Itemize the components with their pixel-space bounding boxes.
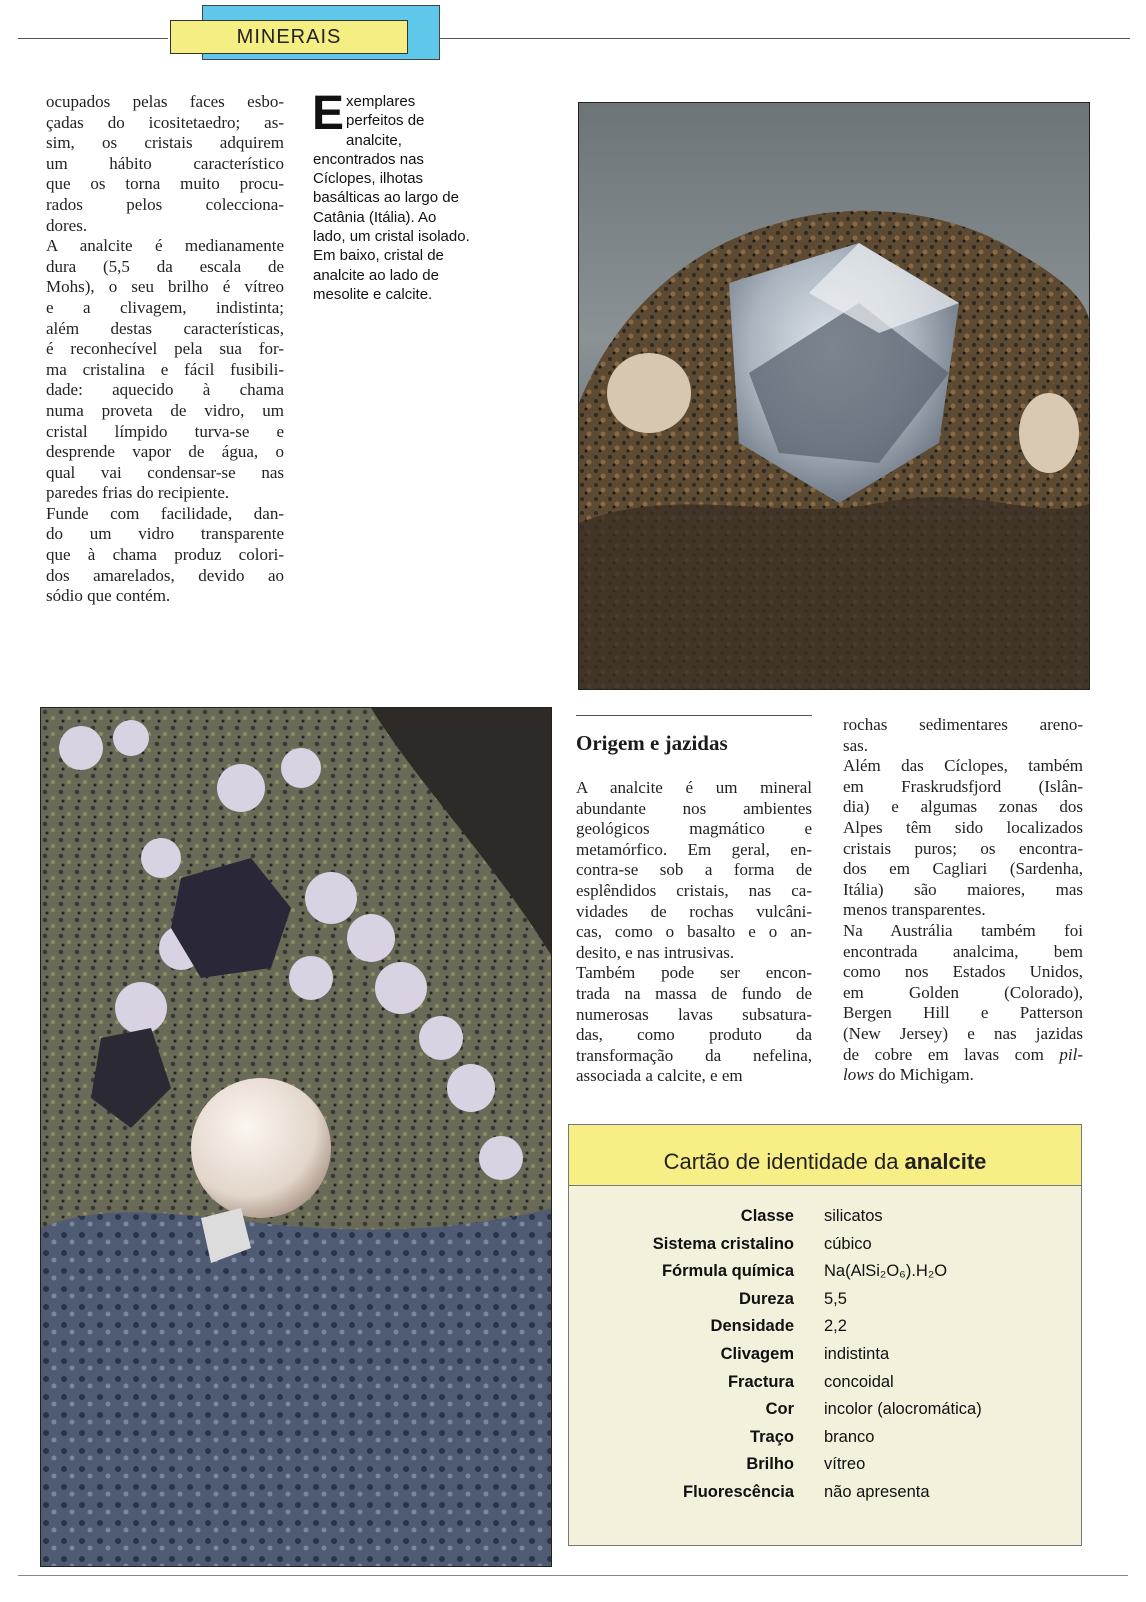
card-row-label: Cor [765, 1400, 794, 1419]
card-row-value: incolor (alocromática) [824, 1400, 982, 1419]
text-line: dade: aquecido à chama [46, 380, 284, 400]
card-row-label: Clivagem [720, 1345, 794, 1363]
italic-word-part: pil- [1043, 1044, 1084, 1064]
body-text-column-2 [576, 778, 812, 1087]
card-title-prefix: Cartão de identidade da [663, 1149, 899, 1174]
text-line: dia) e algumas zonas dos [843, 797, 1083, 817]
text-line: Alpes têm sido localizados [843, 817, 1083, 837]
card-row [568, 1483, 1082, 1509]
text-line: vidades de rochas vulcâni- [576, 901, 812, 921]
text-line: um hábito característico [46, 153, 284, 173]
card-row-value: vítreo [824, 1455, 866, 1474]
text-line: em Golden (Colorado), [843, 982, 1083, 1002]
card-row-label: Brilho [746, 1455, 794, 1474]
page-bottom-rule [18, 1575, 1128, 1576]
caption-dropcap: E [312, 87, 345, 140]
text-line: das, como produto da [576, 1025, 812, 1045]
card-row [568, 1345, 1082, 1371]
identity-card-title [568, 1124, 1082, 1186]
text-line: contra-se sob a forma de [576, 860, 812, 880]
card-row [568, 1373, 1082, 1399]
text-line: é reconhecível pela sua for- [46, 339, 284, 359]
text-line: desprende vapor de água, o [46, 442, 284, 462]
text-line: ma cristalina e fácil fusibili- [46, 359, 284, 379]
card-row [568, 1317, 1082, 1343]
text-line: além destas características, [46, 318, 284, 338]
text-line: sódio que contém. [46, 586, 171, 606]
card-title-mineral: analcite [904, 1149, 987, 1174]
text-line: cas, como o basalto e o an- [576, 922, 812, 942]
text-line: trada na massa de fundo de [576, 983, 812, 1003]
card-row-label: Fluorescência [683, 1483, 794, 1501]
text-line: do um vidro transparente [46, 524, 284, 544]
photo-analcite-mesolite-calcite [40, 707, 552, 1567]
text-span: do Michigam. [874, 1065, 974, 1085]
card-row-value: 5,5 [824, 1289, 847, 1308]
text-line: e a clivagem, indistinta; [46, 297, 284, 317]
section-heading: Origem e jazidas [576, 731, 728, 755]
card-row-value: indistinta [824, 1345, 890, 1363]
card-row-value: 2,2 [824, 1317, 847, 1336]
card-row-value: Na(AlSi₂O₆).H₂O [824, 1262, 948, 1281]
section-title: MINERAIS [236, 25, 342, 48]
crystal-photo-illustration [579, 103, 1090, 690]
text-line: como nos Estados Unidos, [843, 962, 1083, 982]
section-rule [576, 715, 812, 716]
header-rule-right [440, 38, 1130, 39]
text-line: de cobre em lavas com pil- [843, 1044, 1084, 1064]
text-line: (New Jersey) e nas jazidas [843, 1023, 1083, 1043]
text-line: desito, e nas intrusivas. [576, 942, 735, 962]
card-row [568, 1428, 1082, 1454]
text-line: metamórfico. Em geral, en- [576, 839, 812, 859]
card-row-value: silicatos [824, 1207, 883, 1225]
group-photo-illustration [41, 708, 552, 1567]
card-row-label: Fractura [727, 1372, 794, 1391]
text-line: dos em Cagliari (Sardenha, [843, 859, 1083, 879]
card-row-value: não apresenta [824, 1483, 930, 1501]
text-line: rochas sedimentares areno- [843, 715, 1083, 734]
card-row [568, 1400, 1082, 1426]
text-line: Também pode ser encon- [576, 963, 812, 983]
card-row-label: Classe [740, 1207, 794, 1225]
text-line: transformação da nefelina, [576, 1045, 812, 1065]
photo-caption [312, 87, 471, 304]
text-line [843, 1065, 1083, 1086]
text-line: numerosas lavas subsatura- [576, 1004, 812, 1024]
text-line: sim, os cristais adquirem [46, 133, 284, 153]
text-line: que os torna muito procu- [46, 174, 284, 194]
text-line: qual vai condensar-se nas [46, 462, 284, 482]
card-row-label: Densidade [710, 1317, 794, 1336]
card-row [568, 1235, 1082, 1261]
text-line: Funde com facilidade, dan- [46, 503, 284, 523]
text-line: geológicos magmático e [576, 819, 812, 839]
text-line: Bergen Hill e Patterson [843, 1003, 1083, 1023]
text-line: rados pelos colecciona- [46, 194, 284, 214]
text-line: paredes frias do recipiente. [46, 483, 230, 503]
caption-text: xemplares perfeitos de analcite, encontrados nas Cíclopes, ilhotas basálticas ao largo de Catânia (Itália). Ao lado, um cristal isolado. Em baixo, cristal de analcite ao lado de mesolite e calcite. [313, 93, 470, 303]
header-rule-left [18, 38, 168, 39]
body-text-column-3 [843, 715, 1083, 1086]
text-line: Itália) são maiores, mas [843, 879, 1083, 899]
text-line: cristal límpido turva-se e [46, 421, 284, 441]
text-line: ocupados pelas faces esbo- [46, 92, 284, 111]
text-line: A analcite é medianamente [46, 236, 284, 256]
card-row [568, 1207, 1082, 1233]
photo-analcite-crystal [578, 102, 1090, 690]
text-line: esplêndidos cristais, nas ca- [576, 880, 812, 900]
text-line: dos amarelados, devido ao [46, 565, 284, 585]
text-line: dura (5,5 da escala de [46, 256, 284, 276]
card-row-label: Fórmula química [661, 1262, 794, 1281]
text-line: numa proveta de vidro, um [46, 400, 284, 420]
card-row-label: Sistema cristalino [652, 1234, 794, 1253]
text-line: menos transparentes. [843, 900, 986, 920]
card-row [568, 1455, 1082, 1481]
card-row-label: Dureza [738, 1289, 794, 1308]
card-row-label: Traço [749, 1427, 794, 1446]
text-line: encontrada analcima, bem [843, 941, 1083, 961]
text-line: çadas do icositetaedro; as- [46, 112, 284, 132]
body-text-column-1 [46, 92, 284, 607]
card-row [568, 1262, 1082, 1288]
italic-word-part: lows [843, 1065, 875, 1085]
card-row-value: cúbico [824, 1234, 872, 1253]
text-line: que à chama produz colori- [46, 545, 284, 565]
text-line: cristais puros; os encontra- [843, 838, 1083, 858]
text-line: sas. [843, 735, 869, 755]
card-row [568, 1290, 1082, 1316]
card-row-value: concoidal [824, 1372, 894, 1391]
section-tab [170, 20, 408, 54]
text-line: Além das Cíclopes, também [843, 756, 1083, 776]
text-line: dores. [46, 215, 88, 235]
text-line: A analcite é um mineral [576, 778, 812, 797]
text-line: associada a calcite, e em [576, 1066, 743, 1086]
text-line: Na Austrália também foi [843, 920, 1083, 940]
card-row-value: branco [824, 1427, 875, 1446]
text-line: abundante nos ambientes [576, 798, 812, 818]
text-line: em Fraskrudsfjord (Islân- [843, 776, 1083, 796]
text-line: Mohs), o seu brilho é vítreo [46, 277, 284, 297]
